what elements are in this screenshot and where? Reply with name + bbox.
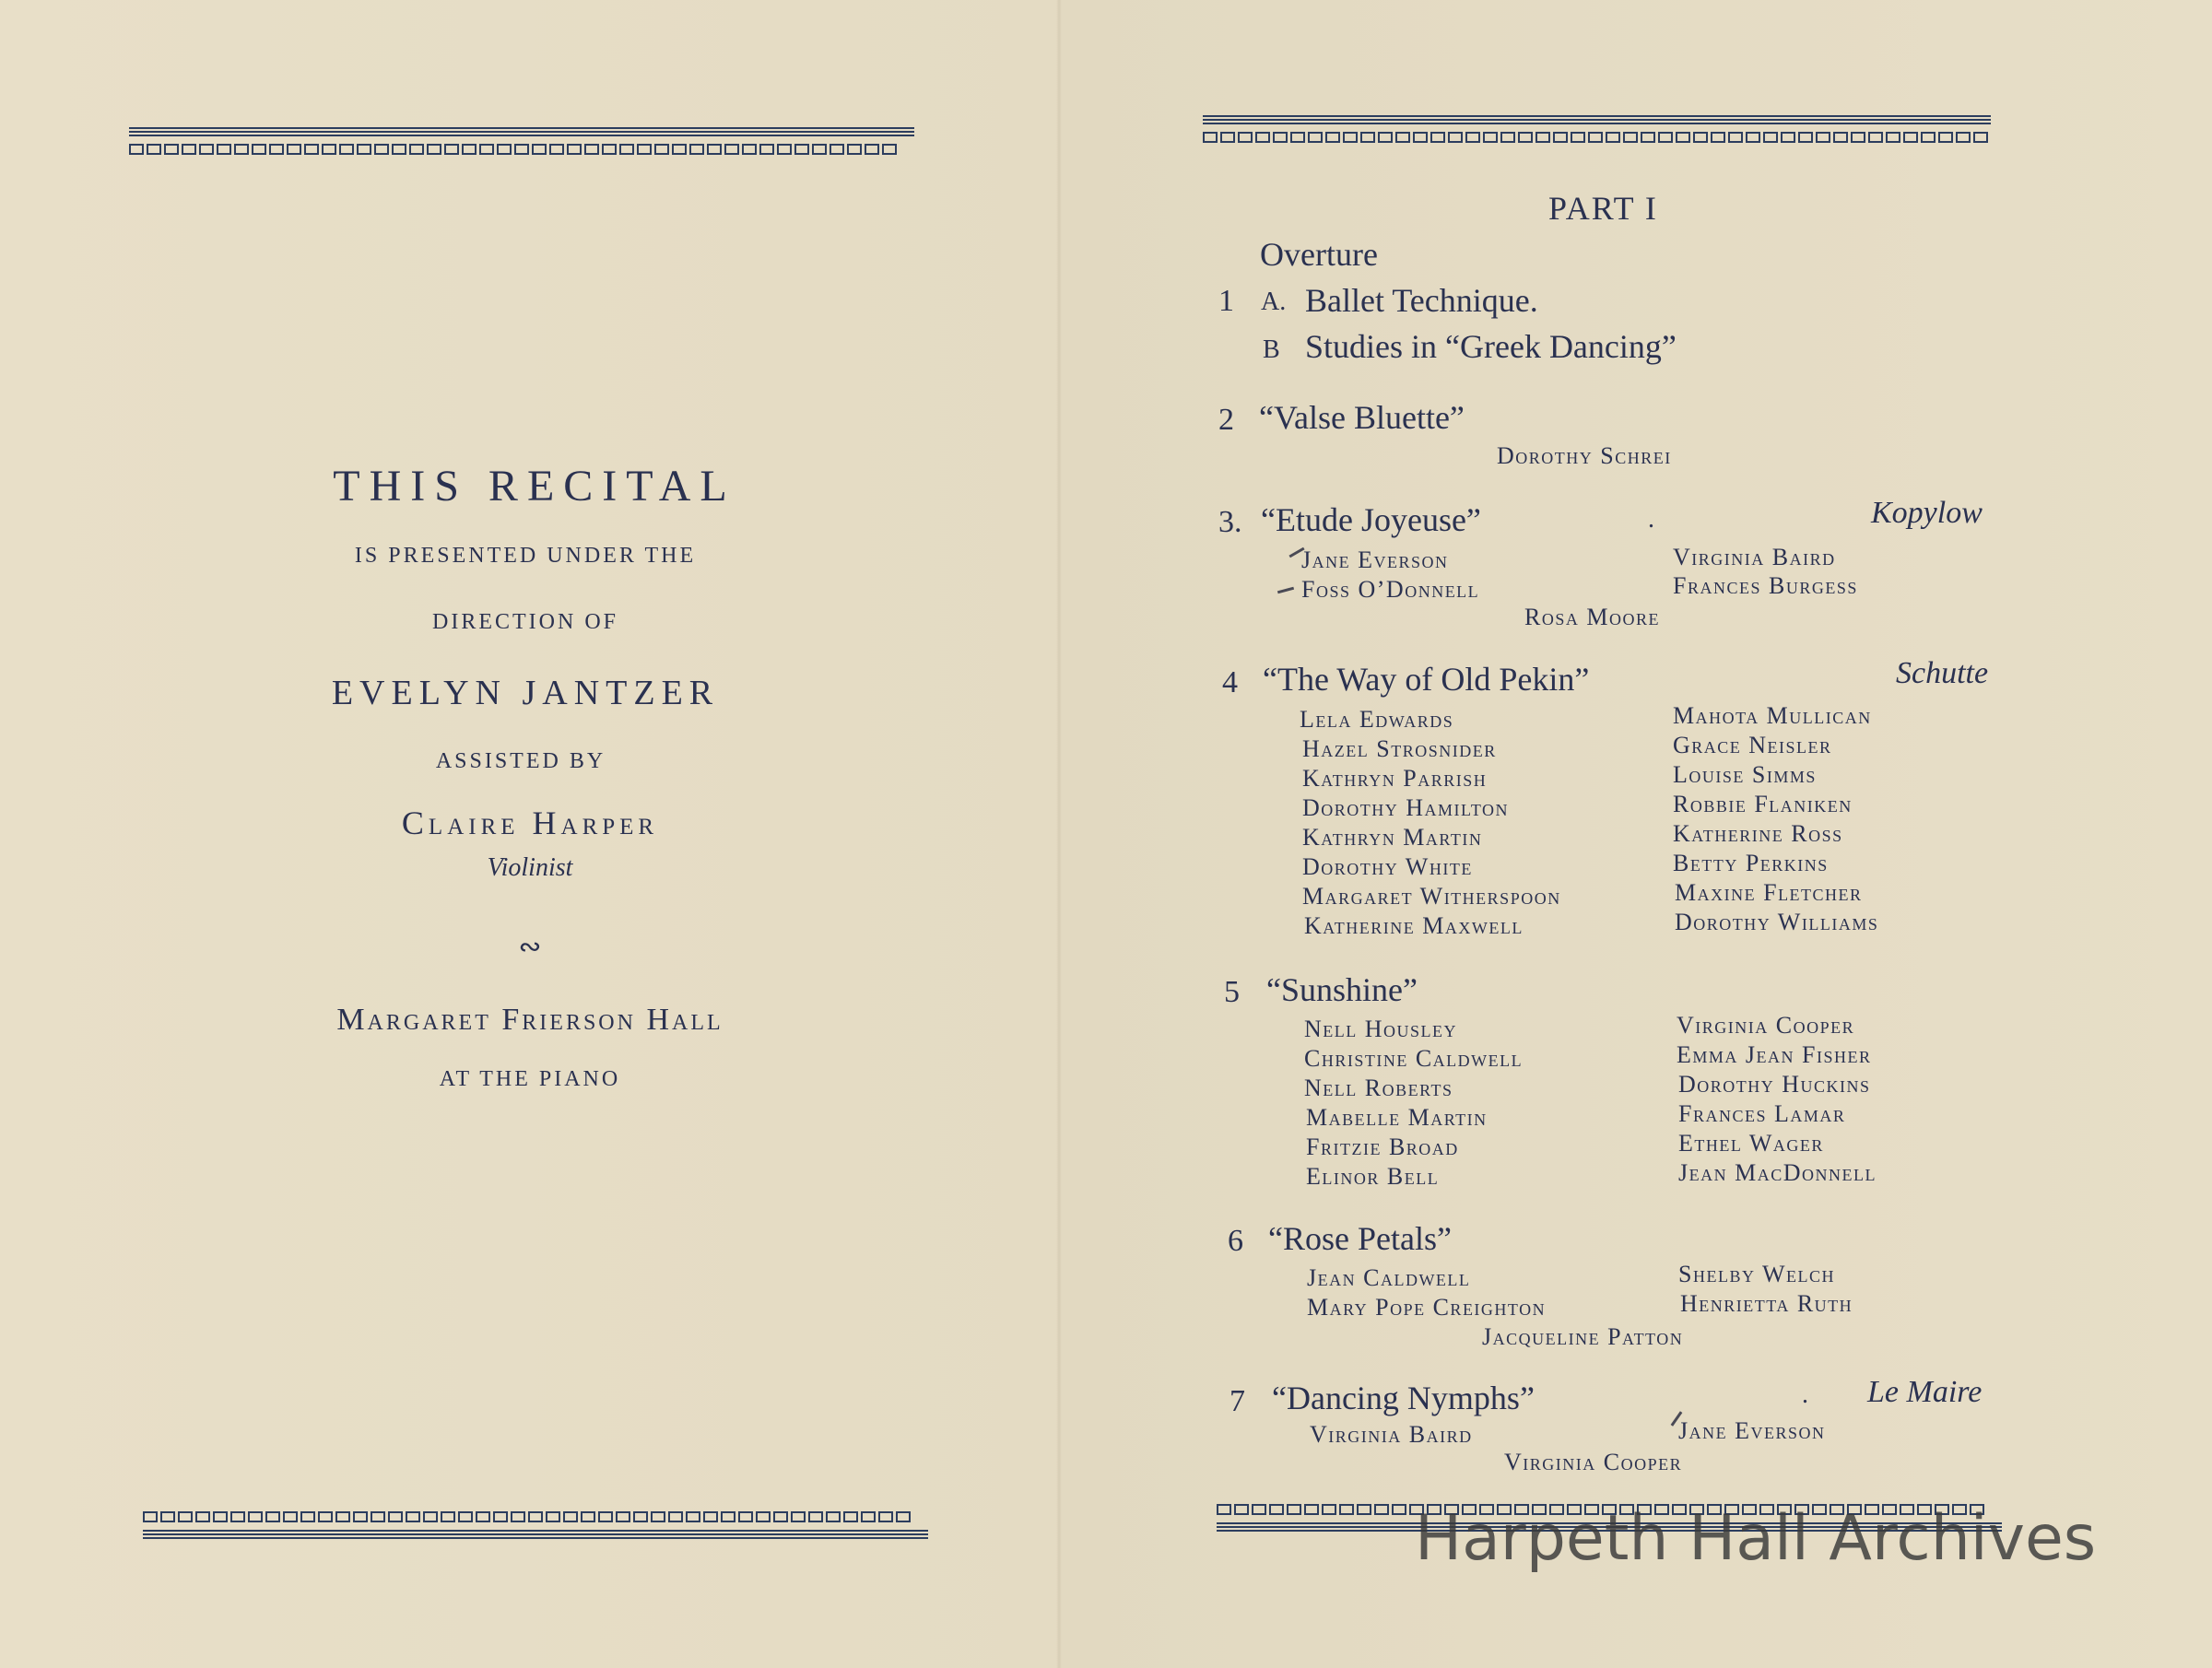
performer: Jane Everson [1678,1417,1826,1444]
item-4-title: “The Way of Old Pekin” [1263,661,1590,698]
border-key [1588,132,1603,143]
item-1a-letter: A. [1261,288,1287,316]
border-key [1886,132,1900,143]
performer: Nell Housley [1304,1016,1458,1042]
performer: Ethel Wager [1678,1130,1824,1157]
archive-watermark: Harpeth Hall Archives [1415,1502,2097,1575]
performer: Emma Jean Fisher [1677,1041,1872,1068]
border-key [1392,1504,1406,1515]
border-key [1217,1504,1231,1515]
border-key [182,144,196,155]
border-key [371,1511,385,1522]
recital-title: THIS RECITAL [333,462,736,511]
border-key [1606,132,1620,143]
border-key [1273,132,1288,143]
border-key [1693,132,1708,143]
border-key [546,1511,560,1522]
item-7-dot: . [1802,1380,1808,1409]
border-key [1500,132,1515,143]
border-key [1921,132,1936,143]
part-heading: PART I [1548,190,1658,227]
item-7-number: 7 [1230,1384,1245,1418]
border-key [826,1511,841,1522]
border-key [1658,132,1673,143]
item-3-composer: Kopylow [1871,496,1983,530]
border-key [129,144,144,155]
performer: Jean Caldwell [1307,1264,1471,1291]
item-6-title: “Rose Petals” [1268,1220,1452,1257]
border-key [847,144,862,155]
performer: Betty Perkins [1673,850,1829,876]
performer: Robbie Flaniken [1673,791,1853,817]
border-key [668,1511,683,1522]
border-key [213,1511,228,1522]
border-key [843,1511,858,1522]
border-key [1413,132,1428,143]
border-key [1833,132,1848,143]
border-key [672,144,687,155]
performer: Kathryn Martin [1302,824,1483,851]
border-key [143,1511,158,1522]
item-6-number: 6 [1228,1224,1243,1258]
border-key [598,1511,613,1522]
item-5-title: “Sunshine” [1266,971,1418,1008]
performer: Nell Roberts [1304,1075,1453,1101]
performer: Fritzie Broad [1306,1134,1459,1160]
border-key [528,1511,543,1522]
item-7-title: “Dancing Nymphs” [1272,1380,1535,1416]
ornament-divider: ∾ [518,932,542,962]
border-key [707,144,722,155]
border-key [651,1511,665,1522]
border-key [1374,1504,1389,1515]
performer: Jane Everson [1301,546,1449,573]
border-key [1378,132,1393,143]
border-key [423,1511,438,1522]
border-key [476,1511,490,1522]
border-key [549,144,564,155]
border-key [581,1511,595,1522]
border-key [1252,1504,1266,1515]
performer: Dorothy Hamilton [1302,794,1510,821]
item-1b-letter: B [1263,335,1280,364]
item-4-composer: Schutte [1896,656,1989,690]
border-key [1308,132,1323,143]
border-key [1220,132,1235,143]
border-key [563,1511,578,1522]
border-key [1956,132,1971,143]
border-key [567,144,582,155]
border-key [1238,132,1253,143]
border-key [812,144,827,155]
border-key [388,1511,403,1522]
border-key [1360,132,1375,143]
right-top-border [1203,115,1991,152]
assisted-line: ASSISTED BY [435,749,606,773]
performer: Maxine Fletcher [1675,879,1863,906]
border-key [865,144,879,155]
performer: Hazel Strosnider [1302,735,1497,762]
border-key [1304,1504,1319,1515]
border-key [878,1511,893,1522]
border-key [756,1511,771,1522]
item-1a-title: Ballet Technique. [1305,282,1538,319]
item-3-dot: . [1648,505,1654,534]
left-bottom-border [143,1511,928,1548]
performer: Henrietta Ruth [1680,1290,1853,1317]
border-key [462,144,477,155]
item-5-number: 5 [1224,975,1240,1009]
border-key [1465,132,1480,143]
border-key [322,144,336,155]
border-key [287,144,301,155]
border-key [1357,1504,1371,1515]
border-key [1339,1504,1354,1515]
border-key [1816,132,1830,143]
item-2-performer: Dorothy Schrei [1497,442,1672,469]
item-1b-title: Studies in “Greek Dancing” [1305,328,1677,365]
border-key [458,1511,473,1522]
border-key [703,1511,718,1522]
border-key [686,1511,700,1522]
performer: Mahota Mullican [1673,702,1872,729]
performer: Jean MacDonnell [1678,1159,1877,1186]
border-key [1728,132,1743,143]
border-key [514,144,529,155]
piano-line: AT THE PIANO [439,1067,621,1091]
performer: Dorothy Huckins [1678,1071,1871,1098]
border-key [633,1511,648,1522]
border-key [1483,132,1498,143]
performer: Virginia Cooper [1504,1449,1683,1475]
border-key [252,144,266,155]
border-key [160,1511,175,1522]
border-key [1676,132,1690,143]
border-key [1763,132,1778,143]
border-key [616,1511,630,1522]
performer: Dorothy Williams [1675,909,1879,935]
item-1-number: 1 [1218,284,1234,318]
border-key [392,144,406,155]
performer: Virginia Baird [1673,544,1836,570]
border-key [1395,132,1410,143]
page-fold [1056,0,1062,1668]
performer: Mary Pope Creighton [1307,1294,1547,1321]
border-key [777,144,792,155]
border-key [808,1511,823,1522]
border-key [1287,1504,1301,1515]
border-key [265,1511,280,1522]
performer: Foss O’Donnell [1301,576,1480,603]
assistant-name: Claire Harper [401,805,659,841]
border-key [830,144,844,155]
border-key [234,144,249,155]
border-key [427,144,441,155]
border-key [1711,132,1725,143]
border-key [1234,1504,1249,1515]
border-key [1781,132,1795,143]
border-key [742,144,757,155]
border-key [269,144,284,155]
border-key [300,1511,315,1522]
border-key [1973,132,1988,143]
pianist-name: Margaret Frierson Hall [336,1003,724,1037]
border-key [230,1511,245,1522]
border-key [896,1511,911,1522]
border-key [1903,132,1918,143]
border-key [248,1511,263,1522]
item-4-number: 4 [1222,665,1238,699]
item-2-title: “Valse Bluette” [1259,399,1465,436]
border-key [1553,132,1568,143]
performer: Dorothy White [1302,853,1473,880]
border-key [441,1511,455,1522]
border-key [178,1511,193,1522]
item-3-title: “Etude Joyeuse” [1261,501,1481,538]
border-key [619,144,634,155]
border-key [1448,132,1463,143]
performer: Shelby Welch [1678,1261,1836,1287]
border-key [304,144,319,155]
border-key [773,1511,788,1522]
assistant-role: Violinist [487,853,573,882]
border-key [654,144,669,155]
border-key [1255,132,1270,143]
performer: Frances Burgess [1673,572,1858,599]
performer: Elinor Bell [1306,1163,1440,1190]
border-key [1518,132,1533,143]
border-key [147,144,161,155]
border-key [1571,132,1585,143]
border-key [353,1511,368,1522]
border-key [199,144,214,155]
border-key [721,1511,735,1522]
border-key [532,144,547,155]
border-key [724,144,739,155]
performer: Rosa Moore [1524,604,1660,630]
performer: Katherine Ross [1673,820,1843,847]
border-key [1535,132,1550,143]
border-key [637,144,652,155]
border-key [689,144,704,155]
performer: Virginia Baird [1310,1421,1473,1448]
border-key [1798,132,1813,143]
overture: Overture [1260,236,1378,273]
border-key [339,144,354,155]
border-key [1322,1504,1336,1515]
border-key [374,144,389,155]
border-key [493,1511,508,1522]
border-key [759,144,774,155]
performer: Katherine Maxwell [1304,912,1524,939]
performer: Virginia Cooper [1677,1012,1855,1039]
border-key [1851,132,1865,143]
border-key [1430,132,1445,143]
border-key [1269,1504,1284,1515]
border-key [738,1511,753,1522]
border-key [584,144,599,155]
border-key [1203,132,1218,143]
border-key [409,144,424,155]
border-key [794,144,809,155]
border-key [164,144,179,155]
border-key [406,1511,420,1522]
performer: Louise Simms [1673,761,1817,788]
border-key [479,144,494,155]
border-key [444,144,459,155]
border-key [1868,132,1883,143]
performer: Kathryn Parrish [1302,765,1488,792]
performer: Margaret Witherspoon [1302,883,1561,910]
border-key [511,1511,525,1522]
performer: Jacqueline Patton [1482,1323,1684,1350]
border-key [335,1511,350,1522]
left-top-border [129,127,914,164]
border-key [1623,132,1638,143]
border-key [195,1511,210,1522]
item-7-composer: Le Maire [1867,1375,1983,1409]
performer: Grace Neisler [1673,732,1832,758]
border-key [357,144,371,155]
border-key [1938,132,1953,143]
border-key [318,1511,333,1522]
item-2-number: 2 [1218,403,1234,437]
item-3-number: 3. [1218,505,1242,539]
performer: Lela Edwards [1300,706,1454,733]
direction-line: DIRECTION OF [432,610,618,634]
performer: Christine Caldwell [1304,1045,1524,1072]
border-key [217,144,231,155]
border-key [1641,132,1655,143]
border-key [602,144,617,155]
border-key [497,144,512,155]
performer: Mabelle Martin [1306,1104,1488,1131]
border-key [861,1511,876,1522]
border-key [1746,132,1760,143]
performer: Frances Lamar [1678,1100,1846,1127]
presented-line: IS PRESENTED UNDER THE [354,544,697,568]
border-key [1290,132,1305,143]
border-key [283,1511,298,1522]
border-key [791,1511,806,1522]
director-name: EVELYN JANTZER [331,674,720,712]
border-key [882,144,897,155]
border-key [1325,132,1340,143]
border-key [1343,132,1358,143]
